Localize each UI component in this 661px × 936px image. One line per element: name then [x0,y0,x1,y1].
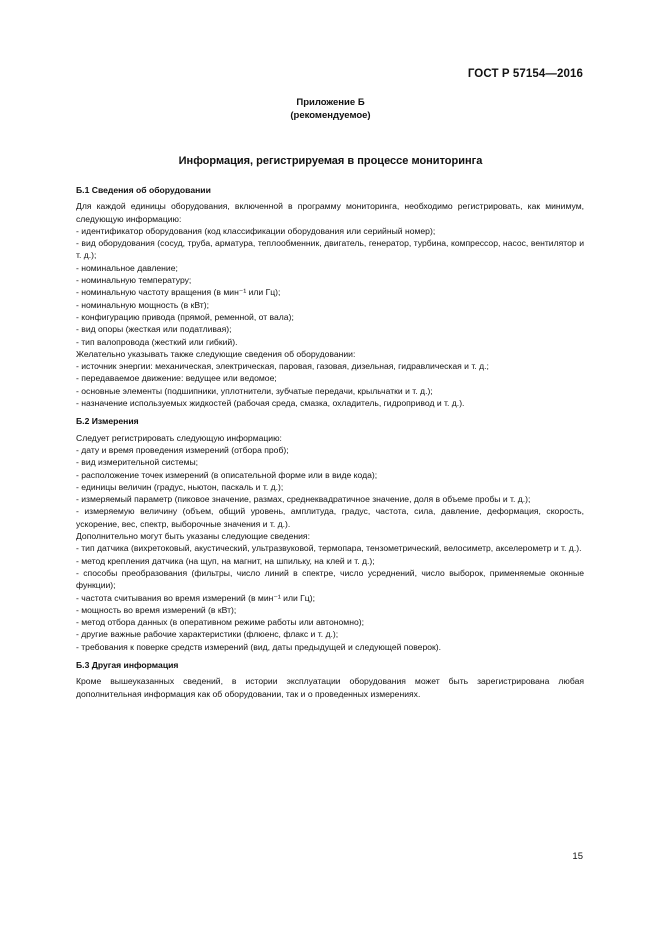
paragraph: Следует регистрировать следующую информацию: [76,432,282,443]
list-item: - частота считывания во время измерений (в мин⁻¹ или Гц); [76,592,315,603]
list-item: - вид опоры (жесткая или податливая); [76,324,232,335]
list-item: - номинальную температуру; [76,275,192,286]
document-code: ГОСТ Р 57154—2016 [467,68,583,80]
list-item: - тип датчика (вихретоковый, акустический, ультразвуковой, термопара, тензометрический, велосиметр, акселерометр и т. д.). [76,543,582,554]
section-heading: Б.3 Другая информация [76,659,179,670]
paragraph: Для каждой единицы оборудования, включенной в программу мониторинга, необходимо регистрировать, как минимум, следующую информацию: [76,201,584,224]
list-item: - вид измерительной системы; [76,457,199,468]
appendix-title: Приложение Б [296,97,365,108]
paragraph: Желательно указывать также следующие сведения об оборудовании: [76,348,356,359]
list-item: - требования к поверке средств измерений (вид, даты предыдущей и следующей поверок). [76,641,442,652]
list-item: - тип валопровода (жесткий или гибкий). [76,336,238,347]
list-item: - источник энергии: механическая, электрическая, паровая, газовая, дизельная, гидравлическая и т. д.; [76,361,489,372]
list-item: - передаваемое движение: ведущее или ведомое; [76,373,277,384]
paragraph: Дополнительно могут быть указаны следующие сведения: [76,531,310,542]
list-item: - измеряемую величину (объем, общий уровень, амплитуда, градус, частота, сила, давление, деформация, скорость, ускорение, вес, спектр, выборочные значения и т. д.). [76,506,584,529]
page-number: 15 [572,851,583,862]
list-item: - идентификатор оборудования (код классификации оборудования или серийный номер); [76,225,436,236]
document-body [76,184,584,700]
list-item: - расположение точек измерений (в описательной форме или в виде кода); [76,469,378,480]
list-item: - основные элементы (подшипники, уплотнители, зубчатые передачи, крыльчатки и т. д.); [76,385,433,396]
list-item: - номинальное давление; [76,262,178,273]
list-item: - конфигурацию привода (прямой, ременной, от вала); [76,311,294,322]
section-heading: Б.2 Измерения [76,416,139,427]
list-item: - другие важные рабочие характеристики (флюенс, флакс и т. д.); [76,629,339,640]
list-item: - номинальную частоту вращения (в мин⁻¹ или Гц); [76,287,281,298]
list-item: - мощность во время измерений (в кВт); [76,604,237,615]
list-item: - номинальную мощность (в кВт); [76,299,209,310]
list-item: - единицы величин (градус, ньютон, паскаль и т. д.); [76,481,284,492]
list-item: - измеряемый параметр (пиковое значение, размах, среднеквадратичное значение, доля в объеме пробы и т. д.); [76,494,531,505]
list-item: - метод крепления датчика (на щуп, на магнит, на шпильку, на клей и т. д.); [76,555,375,566]
list-item: - вид оборудования (сосуд, труба, арматура, теплообменник, двигатель, генератор, турбина, компрессор, насос, вентилятор и т. д.); [76,238,584,261]
list-item: - способы преобразования (фильтры, число линий в спектре, число усреднений, число выборок, применяемые оконные функции); [76,567,584,591]
list-item: - метод отбора данных (в оперативном режиме работы или автономно); [76,617,364,628]
list-item: - дату и время проведения измерений (отбора проб); [76,444,289,455]
list-item: - назначение используемых жидкостей (рабочая среда, смазка, охладитель, гидропривод и т. д.). [76,398,465,409]
section-heading: Б.1 Сведения об оборудовании [76,185,211,195]
appendix-subtitle: (рекомендуемое) [290,110,371,121]
main-title: Информация, регистрируемая в процессе мониторинга [178,155,483,167]
paragraph: Кроме вышеуказанных сведений, в истории эксплуатации оборудования может быть зарегистрирована любая дополнительная информация как об оборудовании, так и о проведенных измерениях. [76,676,584,699]
